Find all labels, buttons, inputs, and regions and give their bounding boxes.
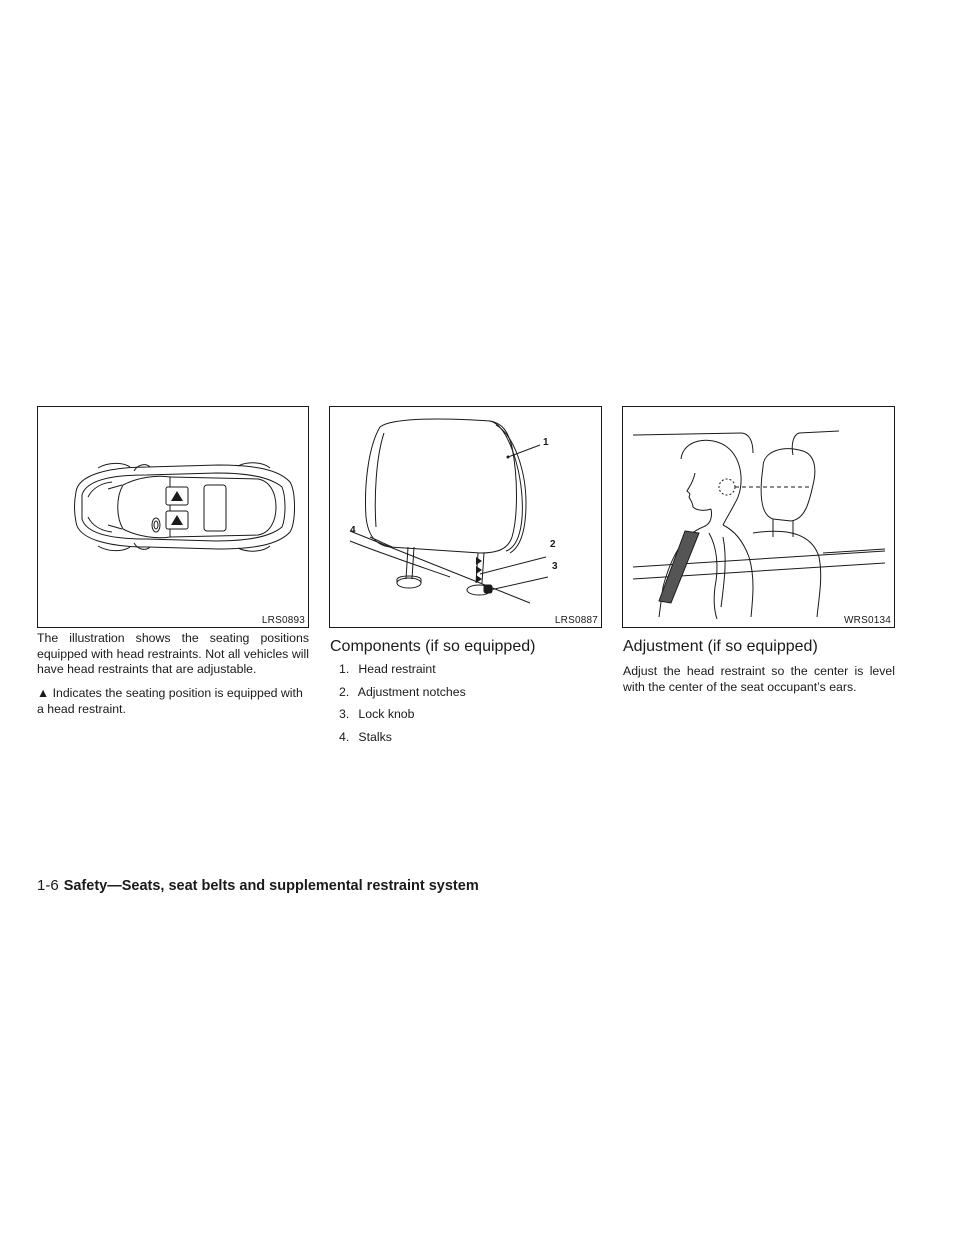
figure-code: LRS0887 [554,615,598,626]
page-number: 1-6 [37,877,59,894]
list-item [339,707,599,730]
item-number: 1. [339,662,350,676]
callout-2: 2 [550,539,556,550]
figure-code: LRS0893 [261,615,305,626]
vehicle-top-view-illustration [38,407,308,627]
head-restraint-illustration [330,407,601,627]
item-label: Lock knob [358,707,415,722]
item-number: 3. [339,707,350,722]
figure-seating-positions [37,406,309,628]
list-item [339,662,599,685]
list-item [339,730,599,753]
item-label: Head restraint [358,662,436,676]
seating-intro-paragraph: The illustration shows the seating positions equipped with head restraints. Not all vehicles will have head restraints that are adjustable. [37,631,309,677]
list-item [339,685,599,708]
indicator-text: Indicates the seating position is equipped with a head restraint. [37,686,303,716]
item-label: Adjustment notches [357,684,466,699]
indicator-paragraph [37,686,309,717]
item-number: 2. [339,684,350,699]
seated-occupant-illustration [623,407,894,627]
figure-code: WRS0134 [844,615,891,626]
callout-4: 4 [350,525,356,536]
components-heading: Components (if so equipped) [330,638,536,655]
triangle-indicator-icon: ▲ [37,686,50,700]
adjustment-heading: Adjustment (if so equipped) [623,638,818,655]
callout-3: 3 [552,561,558,572]
figure-head-restraint-components [329,406,602,628]
page-footer [37,877,479,894]
figure-head-restraint-adjustment [622,406,895,628]
adjustment-paragraph: Adjust the head restraint so the center is level with the center of the seat occupant’s ears. [623,664,895,694]
section-title: Safety—Seats, seat belts and supplemental restraint system [63,878,479,894]
components-list [339,662,599,752]
item-label: Stalks [358,729,392,744]
item-number: 4. [339,729,350,744]
callout-1: 1 [543,437,549,448]
